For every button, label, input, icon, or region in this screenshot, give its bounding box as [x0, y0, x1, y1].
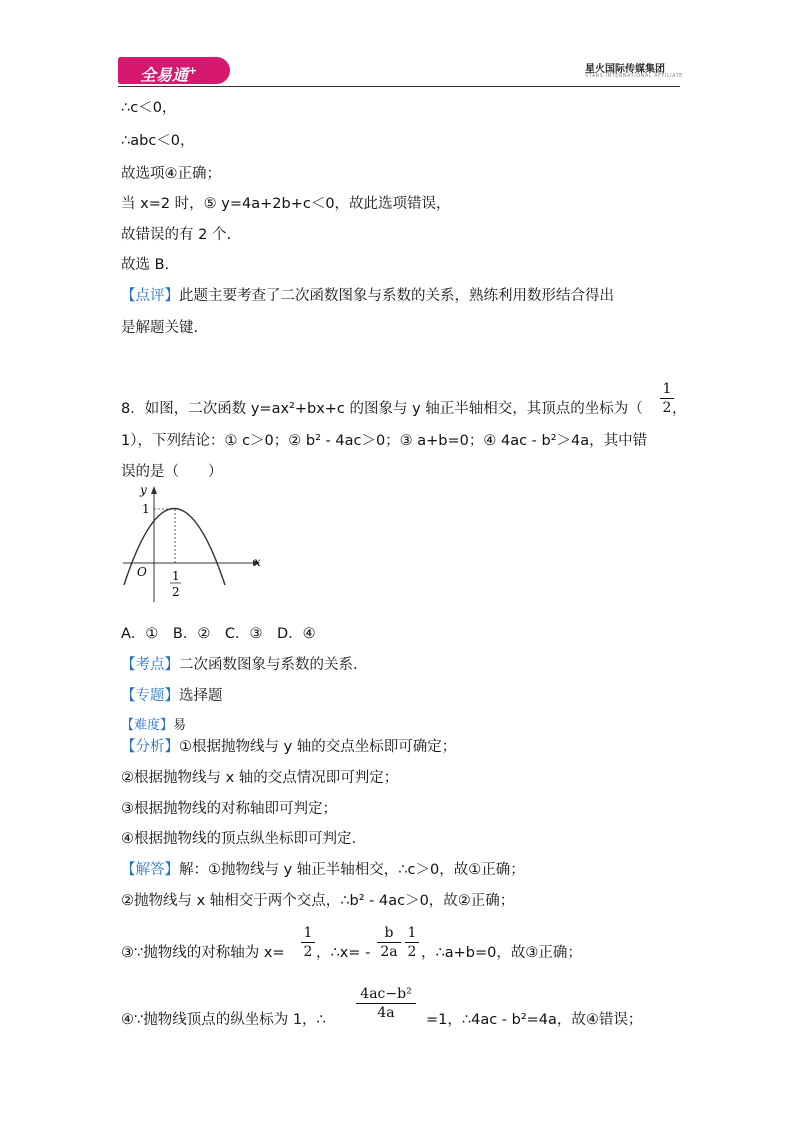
y-axis-arrow: [151, 486, 157, 494]
fraction-numerator: 1: [303, 925, 313, 941]
question-line: 误的是（ ）: [121, 464, 223, 480]
logo: [118, 57, 230, 84]
zhuanti-line: [121, 686, 223, 706]
header-divider: [118, 86, 680, 87]
comment-tag: 【点评】: [121, 288, 179, 304]
text-line: 故选 B.: [121, 257, 170, 273]
fraction-bar: [356, 1003, 416, 1004]
comment-line: [121, 286, 614, 306]
jieda-tag: 【解答】: [121, 862, 179, 878]
brand-name: 星火国际传媒集团: [585, 64, 665, 75]
text-line: 故选项④正确；: [121, 166, 221, 182]
fraction-denominator: 2: [303, 944, 313, 960]
fraction-bar: [377, 942, 401, 943]
x-label: x: [254, 555, 261, 569]
fraction: [377, 925, 401, 960]
kaodian-line: [121, 655, 358, 675]
jieda-text: 解：①抛物线与 y 轴正半轴相交，∴c＞0，故①正确；: [179, 862, 525, 878]
jieda-3-part-a: ③∵抛物线的对称轴为 x=: [121, 945, 285, 961]
y-label: y: [140, 483, 147, 497]
brand-subtitle: STARS INTERNATIONAL AFFILIATE: [585, 73, 683, 79]
origin-label: O: [137, 565, 147, 579]
nandu-line: [121, 716, 186, 736]
question-line: 1），下列结论：① c＞0；② b² - 4ac＞0；③ a+b=0；④ 4ac - b²＞4a，其中错: [121, 433, 648, 449]
jieda-line: [121, 860, 525, 880]
fenxi-tag: 【分析】: [121, 739, 179, 755]
kaodian-tag: 【考点】: [121, 657, 179, 673]
nandu-text: 易: [173, 718, 187, 733]
fraction: [301, 925, 315, 960]
answer-options: A．① B．② C．③ D．④: [121, 626, 316, 642]
text-line: ∴abc＜0，: [121, 133, 195, 149]
half-denominator: 2: [172, 585, 180, 599]
zhuanti-tag: 【专题】: [121, 688, 179, 704]
fraction-denominator: 4a: [377, 1005, 395, 1021]
nandu-tag: 【难度】: [121, 718, 174, 733]
text-line: 是解题关键.: [121, 320, 199, 336]
jieda-4-part-b: =1，∴4ac - b²=4a，故④错误；: [426, 1012, 643, 1028]
page-header: [0, 0, 800, 90]
jieda-3-part-b: ，∴x= -: [316, 945, 371, 961]
logo-plus: +: [188, 64, 198, 77]
text-line: ∴c＜0，: [121, 100, 177, 116]
fenxi-line: ④根据抛物线的顶点纵坐标即可判定.: [121, 831, 357, 847]
jieda-line: ②抛物线与 x 轴相交于两个交点，∴b² - 4ac＞0，故②正确；: [121, 893, 515, 909]
text-line: 故错误的有 2 个.: [121, 227, 232, 243]
fraction: [405, 925, 419, 960]
jieda-4-part-a: ④∵抛物线顶点的纵坐标为 1，∴: [121, 1012, 326, 1028]
fraction-bar: [405, 942, 419, 943]
fraction-bar: [301, 942, 315, 943]
fraction: [356, 986, 416, 1021]
parabola-graph: [118, 480, 268, 605]
fraction-denominator: 2a: [380, 944, 398, 960]
question-line: 8．如图，二次函数 y=ax²+bx+c 的图象与 y 轴正半轴相交，其顶点的坐标为（: [121, 401, 643, 417]
question-line-end: ，: [672, 401, 687, 417]
fenxi-line: ③根据抛物线的对称轴即可判定；: [121, 801, 337, 817]
one-label: 1: [142, 502, 150, 516]
fenxi-line: [121, 737, 456, 757]
fraction-numerator: 4ac−b²: [360, 986, 412, 1002]
fenxi-line: ②根据抛物线与 x 轴的交点情况即可判定；: [121, 770, 399, 786]
zhuanti-text: 选择题: [179, 688, 223, 704]
jieda-3-part-c: ，∴a+b=0，故③正确；: [421, 945, 582, 961]
half-numerator: 1: [172, 569, 180, 583]
fraction-denominator: 2: [662, 400, 672, 416]
fenxi-text: ①根据抛物线与 y 轴的交点坐标即可确定；: [179, 739, 457, 755]
kaodian-text: 二次函数图象与系数的关系.: [179, 657, 358, 673]
logo-text: 全易通: [140, 65, 189, 85]
text-line: 当 x=2 时，⑤ y=4a+2b+c＜0，故此选项错误，: [121, 196, 451, 212]
fraction-numerator: 1: [407, 925, 417, 941]
fraction-numerator: b: [384, 925, 394, 941]
fraction-numerator: 1: [662, 381, 672, 397]
fraction-denominator: 2: [407, 944, 417, 960]
comment-text: 此题主要考查了二次函数图象与系数的关系，熟练利用数形结合得出: [179, 288, 614, 304]
